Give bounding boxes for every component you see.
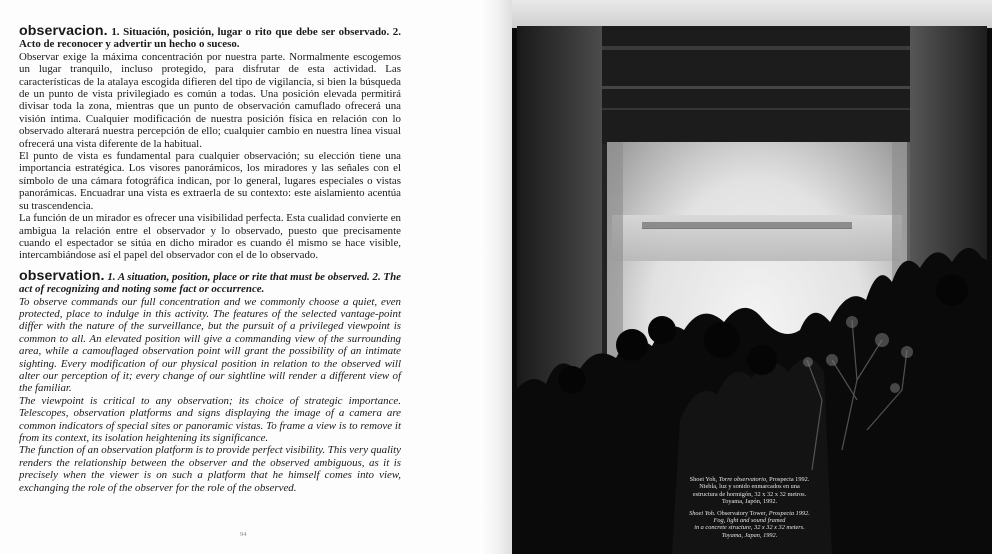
english-entry xyxy=(19,267,401,494)
caption-en-rest: , Prospecta 1992. xyxy=(765,509,810,517)
english-paragraph: To observe commands our full concentration and we commonly choose a quiet, even protected, place to indulge in this activity. The features of the selected vantage-point differ with the nature of the surveillance, but the pursuit of a privileged viewpoint is common to all. An elevated position will give a commanding view of the surrounding area, while a camouflaged observation point will grant the possibility of an intimate sighting. Every modification of our physical position in relation to the observed will alter our perception of it; every change of our sightline will render a different view of the familiar. xyxy=(19,295,401,395)
page-number: 94 xyxy=(240,531,247,538)
caption-en-line4: Toyama, Japan, 1992. xyxy=(721,531,778,539)
caption-es-rest: , Prospecta 1992. xyxy=(765,476,810,483)
english-definition-line xyxy=(19,267,401,296)
spanish-entry xyxy=(19,25,401,262)
photo-illustration xyxy=(512,0,992,554)
caption-en-line2: Fog, light and sound framed xyxy=(713,517,786,525)
spanish-paragraph: Observar exige la máxima concentración por nuestra parte. Normalmente escogemos un lugar tranquilo, incluso protegido, para disfrutar de esta actividad. Las características de la atalaya escogida difieren del tipo de vigilancia, si bien la búsqueda de un punto de vista privilegiado es común a todas. Una posición elevada permitirá divisar toda la zona, mientras que un punto de observación camuflado ofrecerá una visión íntima. Cualquier modificación de nuestra posición física en relación con lo observado alterará nuestra percepción de ello; cualquier cambio en nuestra línea visual ofrecerá una vista diferente de la habitual. xyxy=(19,50,401,150)
english-definition: 1. A situation, position, place or rite that must be observed. 2. The act of recognizing and noting some fact or occurrence. xyxy=(19,270,401,296)
caption-en-author: Shoei Yoh. xyxy=(689,509,718,517)
spanish-paragraph: El punto de vista es fundamental para cualquier observación; su elección tiene una importancia estratégica. Los visores panorámicos, los miradores y las señales con el símbolo de una cámara fotográfica indican, por lo general, lugares especiales o vistas panorámicas. Encuadrar una vista es extraerla de su contexto: este aislamiento acentúa su trascendencia. xyxy=(19,150,401,212)
english-headword: observation. xyxy=(19,267,105,284)
spanish-definition-line xyxy=(19,25,401,51)
text-column xyxy=(19,25,401,494)
english-paragraph: The function of an observation platform is to provide perfect visibility. This very quality renders the relationship between the observer and the observed ambiguous, as it is precisely when the viewer is on such a platform that he himself comes into view, exchanging the role of the observer for the role of the observed. xyxy=(19,444,401,494)
spanish-headword: observacion. xyxy=(19,23,108,39)
caption-es-line2: Niebla, luz y sonido enmarcados en una xyxy=(699,483,800,491)
photo-caption xyxy=(662,476,837,539)
book-gutter xyxy=(480,0,512,554)
caption-es-line4: Toyama, Japón, 1992. xyxy=(721,498,778,506)
caption-spanish xyxy=(662,476,837,506)
caption-en-line3: in a concrete structure, 32 x 32 x 32 meters. xyxy=(694,524,805,532)
caption-english xyxy=(662,510,837,540)
caption-es-line3: estructura de hormigón, 32 x 32 x 32 metros. xyxy=(692,490,807,498)
spanish-definition: 1. Situación, posición, lugar o rito que debe ser observado. 2. Acto de reconocer y advertir un hecho o suceso. xyxy=(19,26,401,51)
caption-en-title: Observatory Tower xyxy=(717,509,766,517)
caption-es-author: Shoei Yoh, xyxy=(689,476,719,483)
english-paragraph: The viewpoint is critical to any observation; its choice of strategic importance. Telescopes, observation platforms and signs displaying the image of a camera are common indicators of special sites or panoramic vistas. To frame a view is to remove it from its context, its isolation heightening its significance. xyxy=(19,394,401,444)
spanish-paragraph: La función de un mirador es ofrecer una visibilidad perfecta. Esta cualidad convierte en ambigua la relación entre el observador y lo observado, puesto que precisamente cuando el espectador se sitúa en dicho mirador es cuando él mismo se hace visible, intercambiándose así el papel del observador con el de lo observado. xyxy=(19,212,401,262)
observatory-tower-photo xyxy=(512,0,992,554)
caption-es-title: Torre observatorio xyxy=(718,476,766,483)
